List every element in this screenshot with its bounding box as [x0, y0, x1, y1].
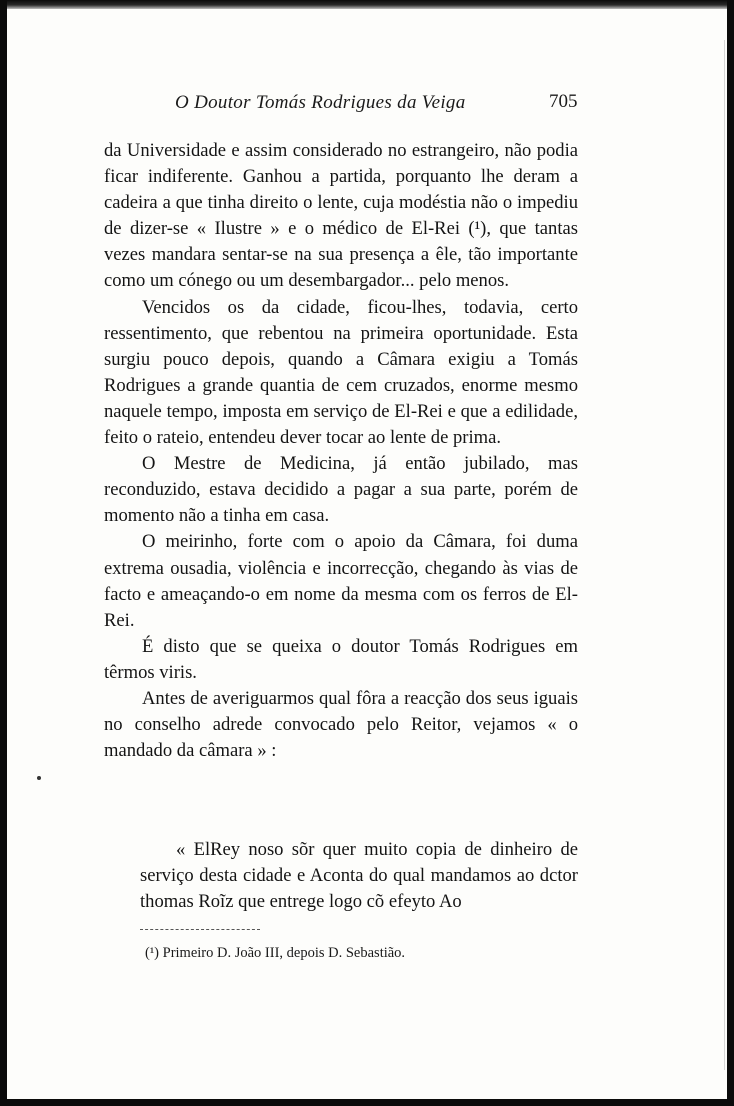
paragraph: O Mestre de Medicina, já então jubilado, mas reconduzido, estava decidido a pagar a sua parte, porém de momento não a tinha em casa.	[104, 453, 578, 527]
scan-edge-left	[0, 0, 7, 1106]
scan-edge-bottom	[0, 1099, 734, 1106]
quote-text: « ElRey noso sõr quer muito copia de dinheiro de serviço desta cidade e Aconta do qual mandamos ao dctor thomas Roĩz que entrege logo cõ efeyto Ao	[140, 839, 578, 913]
body-text	[104, 138, 578, 764]
paragraph: O meirinho, forte com o apoio da Câmara, foi duma extrema ousadia, violência e incorrecção, chegando às vias de facto e ameaçando-o em nome da mesma com os ferros de El-Rei.	[104, 531, 578, 631]
scan-speck	[37, 776, 41, 780]
paragraph: Vencidos os da cidade, ficou-lhes, todavia, certo ressentimento, que rebentou na primeira oportunidade. Esta surgiu pouco depois, quando a Câmara exigiu a Tomás Rodrigues a grande quantia de cem cruzados, enorme mesmo naquele tempo, imposta em serviço de El-Rei e que a edilidade, feito o rateio, entendeu dever tocar ao lente de prima.	[104, 296, 578, 449]
paragraph: da Universidade e assim considerado no estrangeiro, não podia ficar indiferente. Ganhou a partida, porquanto lhe deram a cadeira a que tinha direito o lente, cuja modéstia não o impediu de dizer-se « Ilustre » e o médico de El-Rei (¹), que tantas vezes mandara sentar-se na sua presença a êle, tão importante como um cónego ou um desembargador... pelo menos.	[104, 140, 578, 292]
quoted-mandate	[140, 837, 578, 915]
paragraph: Antes de averiguarmos qual fôra a reacção dos seus iguais no conselho adrede convocado pelo Reitor, vejamos « o mandado da câmara » :	[104, 687, 578, 762]
paragraph: É disto que se queixa o doutor Tomás Rodrigues em têrmos viris.	[104, 635, 578, 683]
scan-edge-top	[0, 0, 734, 9]
running-title: O Doutor Tomás Rodrigues da Veiga	[175, 92, 466, 113]
scan-edge-right	[727, 0, 734, 1106]
footnote-divider	[140, 929, 260, 930]
page-fold-line	[724, 40, 725, 1070]
page-number: 705	[549, 91, 578, 112]
footnote: (¹) Primeiro D. João III, depois D. Sebastião.	[145, 945, 406, 961]
